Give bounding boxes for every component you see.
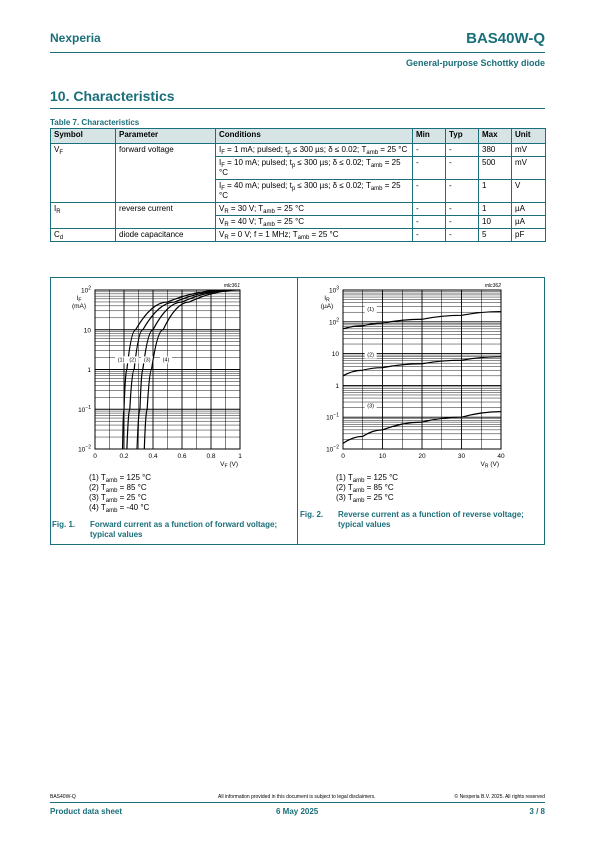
y-tick-label: 10: [83, 327, 91, 335]
legend-item: (1) $T_{amb} = 125$ °C: [336, 473, 399, 484]
x-tick-label: 0.6: [177, 453, 187, 460]
table-caption: Table 7. Characteristics: [50, 118, 140, 127]
table-row: [51, 203, 546, 216]
x-axis-label: $V_R$ (V): [480, 461, 499, 470]
series-label: (2): [367, 352, 375, 359]
figure-1-number: Fig. 1.: [52, 520, 76, 529]
figure-id-label: mlc362: [484, 283, 501, 289]
legend-item: (2) $T_{amb} = 85$ °C: [89, 483, 147, 494]
cell-unit: mV: [512, 157, 546, 180]
footer-date: 6 May 2025: [276, 807, 319, 816]
header-min: Min: [413, 129, 446, 144]
legend-item: (4) $T_{amb} = -40$ °C: [89, 503, 150, 514]
cell-max: 1: [479, 203, 512, 216]
table-header-row: [51, 129, 546, 144]
header-conditions: Conditions: [216, 129, 413, 144]
y-axis-label: $I_F$: [76, 295, 82, 304]
company-name: Nexperia: [50, 31, 101, 45]
figure-2-legend: [336, 473, 398, 503]
table-row: [51, 144, 546, 157]
x-tick-label: 20: [418, 453, 426, 460]
y-tick-label: $10^{-2}$: [78, 444, 91, 454]
cell-min: -: [413, 144, 446, 157]
reverse-current-chart: [298, 280, 545, 470]
legend-item: (3) $T_{amb} = 25$ °C: [89, 493, 147, 504]
cell-conditions: $I_F = 40$ mA; pulsed; $t_p \le 300$ µs; δ ≤ 0.02; $T_{amb} = 25$ °C: [216, 180, 413, 203]
x-tick-label: 30: [457, 453, 466, 460]
series-label: (2): [129, 357, 137, 364]
header-unit: Unit: [512, 129, 546, 144]
figure-2-number: Fig. 2.: [300, 510, 324, 519]
footer-doc-type: Product data sheet: [50, 807, 123, 816]
cell-symbol: $I_R$: [51, 203, 116, 229]
footer-page: 3 / 8: [529, 807, 545, 816]
cell-conditions: $V_R = 30$ V; $T_{amb} = 25$ °C: [216, 203, 413, 216]
y-tick-label: 1: [87, 367, 91, 374]
section-rule: [50, 108, 545, 109]
y-tick-label: $10^{-1}$: [326, 412, 339, 422]
cell-unit: µA: [512, 203, 546, 216]
footer-copyright: © Nexperia B.V. 2025. All rights reserved: [454, 794, 545, 800]
footer-rule: [50, 802, 545, 803]
cell-min: -: [413, 216, 446, 229]
y-tick-label: $10^3$: [328, 285, 339, 295]
cell-max: 10: [479, 216, 512, 229]
cell-min: -: [413, 157, 446, 180]
x-tick-label: 0: [93, 453, 97, 460]
footer-disclaimer: All information provided in this document is subject to legal disclaimers.: [218, 794, 376, 800]
x-tick-label: 0: [341, 453, 345, 460]
legend-item: (1) $T_{amb} = 125$ °C: [89, 473, 152, 484]
cell-typ: -: [446, 203, 479, 216]
cell-typ: -: [446, 229, 479, 242]
cell-typ: -: [446, 144, 479, 157]
legend-item: (3) $T_{amb} = 25$ °C: [336, 493, 394, 504]
y-axis-unit: (mA): [71, 303, 87, 310]
cell-max: 500: [479, 157, 512, 180]
x-tick-label: 1: [238, 453, 242, 460]
x-axis-label: $V_F$ (V): [220, 461, 238, 470]
section-title: 10. Characteristics: [50, 88, 175, 104]
y-tick-label: $10^2$: [328, 317, 339, 327]
y-tick-label: $10^{-1}$: [78, 404, 91, 414]
y-tick-label: 1: [335, 382, 339, 390]
legend-item: (2) $T_{amb} = 85$ °C: [336, 483, 394, 494]
cell-unit: pF: [512, 229, 546, 242]
header-symbol: Symbol: [51, 129, 116, 144]
x-tick-label: 0.8: [206, 453, 216, 460]
y-tick-label: $10^2$: [80, 285, 91, 295]
cell-parameter: reverse current: [116, 203, 216, 229]
series-label: (3): [367, 403, 375, 410]
cell-symbol: $V_F$: [51, 144, 116, 203]
cell-unit: µA: [512, 216, 546, 229]
cell-conditions: $V_R = 0$ V; f = 1 MHz; $T_{amb} = 25$ °C: [216, 229, 413, 242]
figure-1-caption-text: Forward current as a function of forward voltage; typical values: [90, 520, 278, 539]
cell-conditions: $I_F = 1$ mA; pulsed; $t_p \le 300$ µs; δ ≤ 0.02; $T_{amb} = 25$ °C: [216, 144, 413, 157]
characteristics-table: [50, 128, 546, 242]
cell-unit: V: [512, 180, 546, 203]
x-tick-label: 10: [378, 453, 387, 460]
figure-id-label: mlc361: [223, 283, 240, 289]
series-label: (3): [143, 357, 151, 364]
header-parameter: Parameter: [116, 129, 216, 144]
series-label: (1): [117, 357, 125, 364]
forward-current-chart: [50, 280, 297, 470]
x-tick-label: 40: [497, 453, 505, 460]
cell-unit: mV: [512, 144, 546, 157]
cell-parameter: forward voltage: [116, 144, 216, 203]
cell-max: 380: [479, 144, 512, 157]
figure-1-legend: [89, 473, 151, 513]
cell-max: 1: [479, 180, 512, 203]
cell-symbol: $C_d$: [51, 229, 116, 242]
product-title: BAS40W-Q: [466, 30, 545, 47]
y-tick-label: $10^{-2}$: [326, 444, 339, 454]
cell-min: -: [413, 180, 446, 203]
cell-typ: -: [446, 180, 479, 203]
x-tick-label: 0.4: [148, 453, 158, 460]
cell-typ: -: [446, 216, 479, 229]
series-label: (1): [367, 306, 375, 313]
y-axis-label: $I_R$: [324, 295, 330, 304]
cell-max: 5: [479, 229, 512, 242]
header-typ: Typ: [446, 129, 479, 144]
y-tick-label: 10: [331, 351, 339, 359]
product-subtitle: General-purpose Schottky diode: [405, 58, 545, 68]
cell-min: -: [413, 203, 446, 216]
figure-2-caption-text: Reverse current as a function of reverse voltage; typical values: [338, 510, 524, 529]
series-label: (4): [162, 357, 170, 364]
cell-conditions: $I_F = 10$ mA; pulsed; $t_p \le 300$ µs; δ ≤ 0.02; $T_{amb} = 25$ °C: [216, 157, 413, 180]
cell-min: -: [413, 229, 446, 242]
table-body: [51, 144, 546, 242]
table-row: [51, 229, 546, 242]
y-axis-unit: (µA): [320, 303, 334, 310]
cell-typ: -: [446, 157, 479, 180]
cell-parameter: diode capacitance: [116, 229, 216, 242]
x-tick-label: 0.2: [119, 453, 129, 460]
footer-doc-id: BAS40W-Q: [50, 794, 76, 800]
header-max: Max: [479, 129, 512, 144]
header-rule: [50, 52, 545, 53]
cell-conditions: $V_R = 40$ V; $T_{amb} = 25$ °C: [216, 216, 413, 229]
